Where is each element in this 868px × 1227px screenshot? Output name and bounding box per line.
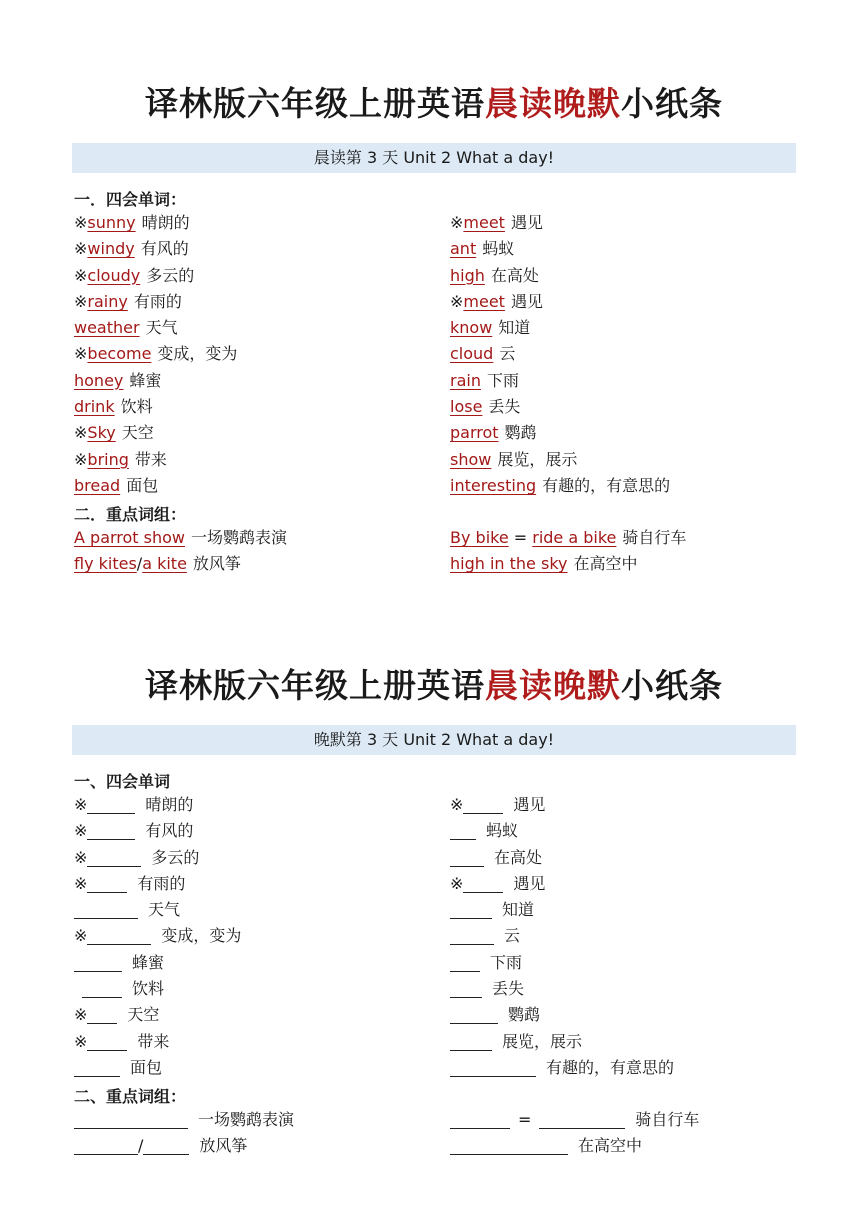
word-row: ※become 变成，变为	[74, 344, 238, 364]
vocab-meaning: 晴朗的	[141, 213, 190, 232]
phrase-blank-row: = 骑自行车	[450, 1107, 699, 1133]
phrase-row: fly kites/a kite 放风筝	[74, 554, 241, 574]
answer-blank[interactable]	[87, 926, 151, 945]
blank-row: 蜂蜜	[74, 950, 241, 976]
phrase-meaning: 一场鹦鹉表演	[191, 528, 288, 547]
word-row	[74, 368, 237, 394]
answer-blank[interactable]	[450, 979, 482, 998]
vocab-word: rainy	[87, 291, 128, 311]
word-row	[450, 447, 670, 473]
answer-blank[interactable]	[74, 1136, 138, 1155]
vocab-meaning: 知道	[498, 318, 531, 338]
vocab-word: know	[450, 318, 493, 338]
vocab-word: become	[87, 344, 152, 364]
answer-blank[interactable]	[74, 1110, 188, 1129]
vocab-word: cloud	[450, 344, 494, 364]
word-row: ※cloudy 多云的	[74, 265, 195, 285]
vocab-word: Sky	[87, 423, 116, 443]
phrase-meaning: 在高空中	[573, 554, 638, 574]
word-row: ※windy 有风的	[74, 239, 189, 259]
vocab-word: lose	[450, 397, 483, 417]
answer-blank[interactable]	[450, 821, 476, 840]
vocab-word: rain	[450, 370, 481, 390]
word-row	[450, 473, 670, 499]
vocab-word: show	[450, 449, 492, 469]
phrase: a kite	[142, 554, 187, 574]
morning-right-phrase-list	[450, 525, 686, 578]
evening-heading-phrases: 二、重点词组：	[74, 1087, 187, 1106]
vocab-word: honey	[74, 370, 124, 390]
evening-right-blank-list	[450, 792, 674, 1081]
answer-blank[interactable]	[74, 900, 138, 919]
vocab-meaning: 饮料	[120, 397, 153, 417]
answer-blank[interactable]	[450, 848, 484, 867]
answer-blank[interactable]	[143, 1136, 189, 1155]
answer-blank[interactable]	[450, 953, 480, 972]
blank-row: ※ 带来	[74, 1031, 170, 1051]
morning-title	[0, 78, 868, 125]
answer-blank[interactable]	[450, 1058, 536, 1077]
blank-row: 饮料	[74, 976, 241, 1002]
vocab-word: meet	[463, 213, 505, 232]
word-row	[450, 263, 670, 289]
vocab-meaning: 下雨	[486, 370, 519, 390]
word-row: ※Sky 天空	[74, 423, 154, 443]
phrase-row	[450, 551, 686, 577]
vocab-meaning: 有风的	[140, 239, 189, 259]
vocab-word: bread	[74, 475, 121, 495]
vocab-meaning: 带来	[134, 449, 167, 469]
blank-row: 天气	[74, 897, 241, 923]
vocab-meaning: 在高处	[490, 265, 539, 285]
answer-blank[interactable]	[87, 795, 135, 814]
answer-blank[interactable]	[87, 1032, 127, 1051]
blank-row: ※ 天空	[74, 1005, 160, 1025]
title-part-a: 译林版六年级上册英语	[145, 84, 485, 123]
word-row: ※meet 遇见	[450, 291, 543, 311]
blank-row: ※ 遇见	[450, 873, 546, 893]
word-row: ※sunny 晴朗的	[74, 213, 190, 232]
blank-row: ※ 有雨的	[74, 873, 186, 893]
answer-blank[interactable]	[82, 979, 122, 998]
phrase-meaning: 放风筝	[192, 554, 241, 574]
blank-row: 面包	[74, 1055, 241, 1081]
phrase: ride a bike	[532, 528, 617, 547]
answer-blank[interactable]	[463, 795, 503, 814]
phrase-blank-row: 在高空中	[450, 1133, 699, 1159]
answer-blank[interactable]	[450, 926, 494, 945]
blank-row: 在高处	[450, 845, 674, 871]
phrase-row: By bike = ride a bike 骑自行车	[450, 528, 687, 547]
vocab-word: drink	[74, 397, 115, 417]
evening-title	[0, 660, 868, 707]
blank-row: ※ 变成，变为	[74, 926, 242, 946]
phrase: high in the sky	[450, 554, 568, 574]
morning-left-word-list	[74, 210, 237, 499]
vocab-word: weather	[74, 318, 140, 338]
answer-blank[interactable]	[87, 1005, 117, 1024]
word-row	[450, 341, 670, 367]
vocab-word: windy	[87, 239, 135, 259]
phrase-blank-row: 一场鹦鹉表演	[74, 1107, 294, 1133]
word-row	[74, 473, 237, 499]
vocab-word: parrot	[450, 423, 499, 443]
vocab-meaning: 多云的	[146, 265, 195, 285]
morning-heading-words: 一．四会单词：	[74, 190, 187, 209]
blank-row: 蚂蚁	[450, 818, 674, 844]
vocab-word: bring	[87, 449, 129, 469]
answer-blank[interactable]	[74, 1058, 120, 1077]
phrase: By bike	[450, 528, 509, 547]
vocab-word: meet	[463, 291, 505, 311]
evening-day-bar: 晚默第 3 天 Unit 2 What a day!	[72, 725, 796, 755]
answer-blank[interactable]	[87, 821, 135, 840]
vocab-meaning: 遇见	[510, 213, 543, 232]
blank-row: 展览，展示	[450, 1029, 674, 1055]
blank-row: 云	[450, 923, 674, 949]
morning-right-word-list	[450, 210, 670, 499]
word-row	[450, 315, 670, 341]
vocab-meaning: 天气	[145, 318, 178, 338]
vocab-meaning: 遇见	[510, 291, 543, 311]
answer-blank[interactable]	[463, 874, 503, 893]
vocab-word: high	[450, 265, 485, 285]
word-row	[74, 394, 237, 420]
vocab-meaning: 丢失	[488, 397, 521, 417]
evening-heading-words: 一、四会单词	[74, 772, 171, 791]
phrase-blank-row: / 放风筝	[74, 1133, 294, 1159]
phrase: A parrot show	[74, 528, 186, 547]
answer-blank[interactable]	[450, 1136, 568, 1155]
word-row: ※bring 带来	[74, 449, 167, 469]
blank-row: 有趣的，有意思的	[450, 1055, 674, 1081]
blank-row: 丢失	[450, 976, 674, 1002]
vocab-meaning: 面包	[126, 475, 159, 495]
vocab-meaning: 有雨的	[133, 291, 182, 311]
answer-blank[interactable]	[87, 848, 141, 867]
blank-row: ※ 有风的	[74, 821, 194, 841]
blank-row: 知道	[450, 897, 674, 923]
answer-blank[interactable]	[450, 1005, 498, 1024]
phrase: fly kites	[74, 554, 137, 574]
word-row	[74, 315, 237, 341]
vocab-meaning: 蚂蚁	[482, 239, 515, 259]
vocab-meaning: 蜂蜜	[129, 370, 162, 390]
blank-row: ※ 遇见	[450, 795, 546, 814]
vocab-meaning: 云	[499, 344, 516, 364]
title-highlight: 晨读晚默	[485, 84, 621, 123]
evening-right-phrase-blanks	[450, 1107, 699, 1160]
blank-row: 下雨	[450, 950, 674, 976]
vocab-meaning: 展览，展示	[497, 449, 578, 469]
vocab-meaning: 变成，变为	[157, 344, 238, 364]
evening-left-blank-list	[74, 792, 241, 1081]
morning-day-bar: 晨读第 3 天 Unit 2 What a day!	[72, 143, 796, 173]
answer-blank[interactable]	[450, 900, 492, 919]
blank-row: ※ 多云的	[74, 847, 200, 867]
answer-blank[interactable]	[450, 1110, 510, 1129]
word-row	[450, 394, 670, 420]
vocab-meaning: 鹦鹉	[504, 423, 537, 443]
title-part-c: 小纸条	[621, 666, 723, 705]
word-row	[450, 368, 670, 394]
word-row	[450, 420, 670, 446]
title-part-c: 小纸条	[621, 84, 723, 123]
blank-row: ※ 晴朗的	[74, 795, 194, 814]
answer-blank[interactable]	[74, 953, 122, 972]
answer-blank[interactable]	[87, 874, 127, 893]
answer-blank[interactable]	[539, 1110, 625, 1129]
vocab-word: ant	[450, 239, 477, 259]
word-row	[450, 236, 670, 262]
word-row: ※rainy 有雨的	[74, 291, 182, 311]
evening-left-phrase-blanks	[74, 1107, 294, 1160]
vocab-word: interesting	[450, 475, 537, 495]
vocab-word: sunny	[87, 213, 136, 232]
vocab-meaning: 有趣的，有意思的	[542, 475, 671, 495]
answer-blank[interactable]	[450, 1032, 492, 1051]
title-part-a: 译林版六年级上册英语	[145, 666, 485, 705]
word-row: ※meet 遇见	[450, 213, 543, 232]
morning-heading-phrases: 二．重点词组：	[74, 505, 187, 524]
vocab-meaning: 天空	[121, 423, 154, 443]
title-highlight: 晨读晚默	[485, 666, 621, 705]
morning-left-phrase-list	[74, 525, 287, 578]
phrase-row	[74, 525, 287, 551]
phrase-meaning: 骑自行车	[622, 528, 687, 547]
vocab-word: cloudy	[87, 265, 141, 285]
blank-row: 鹦鹉	[450, 1002, 674, 1028]
